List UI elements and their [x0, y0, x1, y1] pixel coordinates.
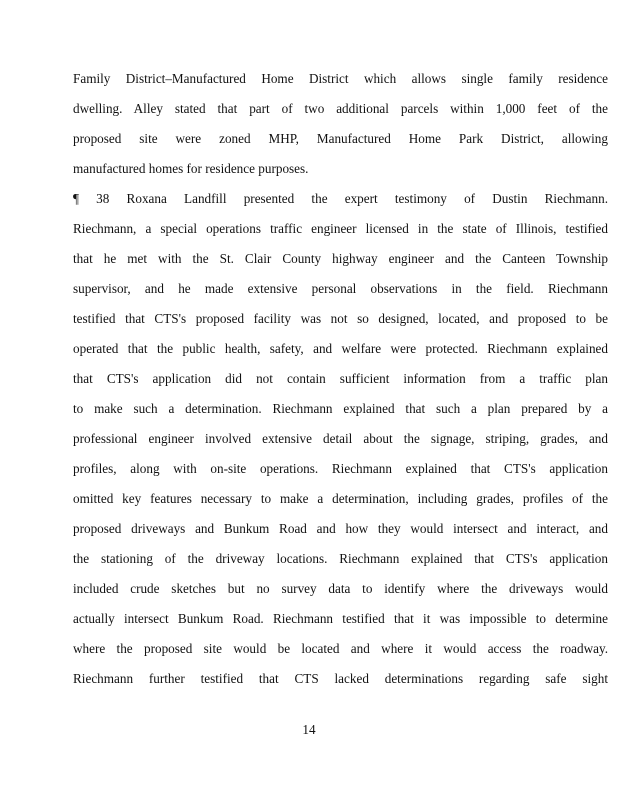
body-text-line: where the proposed site would be located and where it would access the roadway.	[73, 641, 608, 656]
body-text-line: Riechmann further testified that CTS lacked determinations regarding safe sight	[73, 671, 608, 686]
body-text-line: manufactured homes for residence purposes.	[73, 161, 309, 176]
body-text-line: proposed driveways and Bunkum Road and how they would intersect and interact, and	[73, 521, 608, 536]
body-text-line: supervisor, and he made extensive personal observations in the field. Riechmann	[73, 281, 608, 296]
body-text-line: the stationing of the driveway locations. Riechmann explained that CTS's application	[73, 551, 608, 566]
body-text-line: operated that the public health, safety, and welfare were protected. Riechmann explained	[73, 341, 608, 356]
body-text-line: omitted key features necessary to make a determination, including grades, profiles of the	[73, 491, 608, 506]
body-text-line: that CTS's application did not contain sufficient information from a traffic plan	[73, 371, 608, 386]
body-text-line: profiles, along with on-site operations. Riechmann explained that CTS's application	[73, 461, 608, 476]
body-text-line: Family District–Manufactured Home District which allows single family residence	[73, 71, 608, 86]
body-text-line: to make such a determination. Riechmann explained that such a plan prepared by a	[73, 401, 608, 416]
body-text-line: that he met with the St. Clair County highway engineer and the Canteen Township	[73, 251, 608, 266]
paragraph-start-line: ¶ 38 Roxana Landfill presented the expert testimony of Dustin Riechmann.	[73, 191, 608, 206]
body-text-line: actually intersect Bunkum Road. Riechmann testified that it was impossible to determine	[73, 611, 608, 626]
body-text-line: Riechmann, a special operations traffic engineer licensed in the state of Illinois, testified	[73, 221, 608, 236]
page-number: 14	[302, 722, 316, 737]
body-text-line: proposed site were zoned MHP, Manufactured Home Park District, allowing	[73, 131, 608, 146]
body-text-line: professional engineer involved extensive detail about the signage, striping, grades, and	[73, 431, 608, 446]
body-text-line: included crude sketches but no survey data to identify where the driveways would	[73, 581, 608, 596]
body-text-line: dwelling. Alley stated that part of two additional parcels within 1,000 feet of the	[73, 101, 608, 116]
body-text-line: testified that CTS's proposed facility was not so designed, located, and proposed to be	[73, 311, 608, 326]
